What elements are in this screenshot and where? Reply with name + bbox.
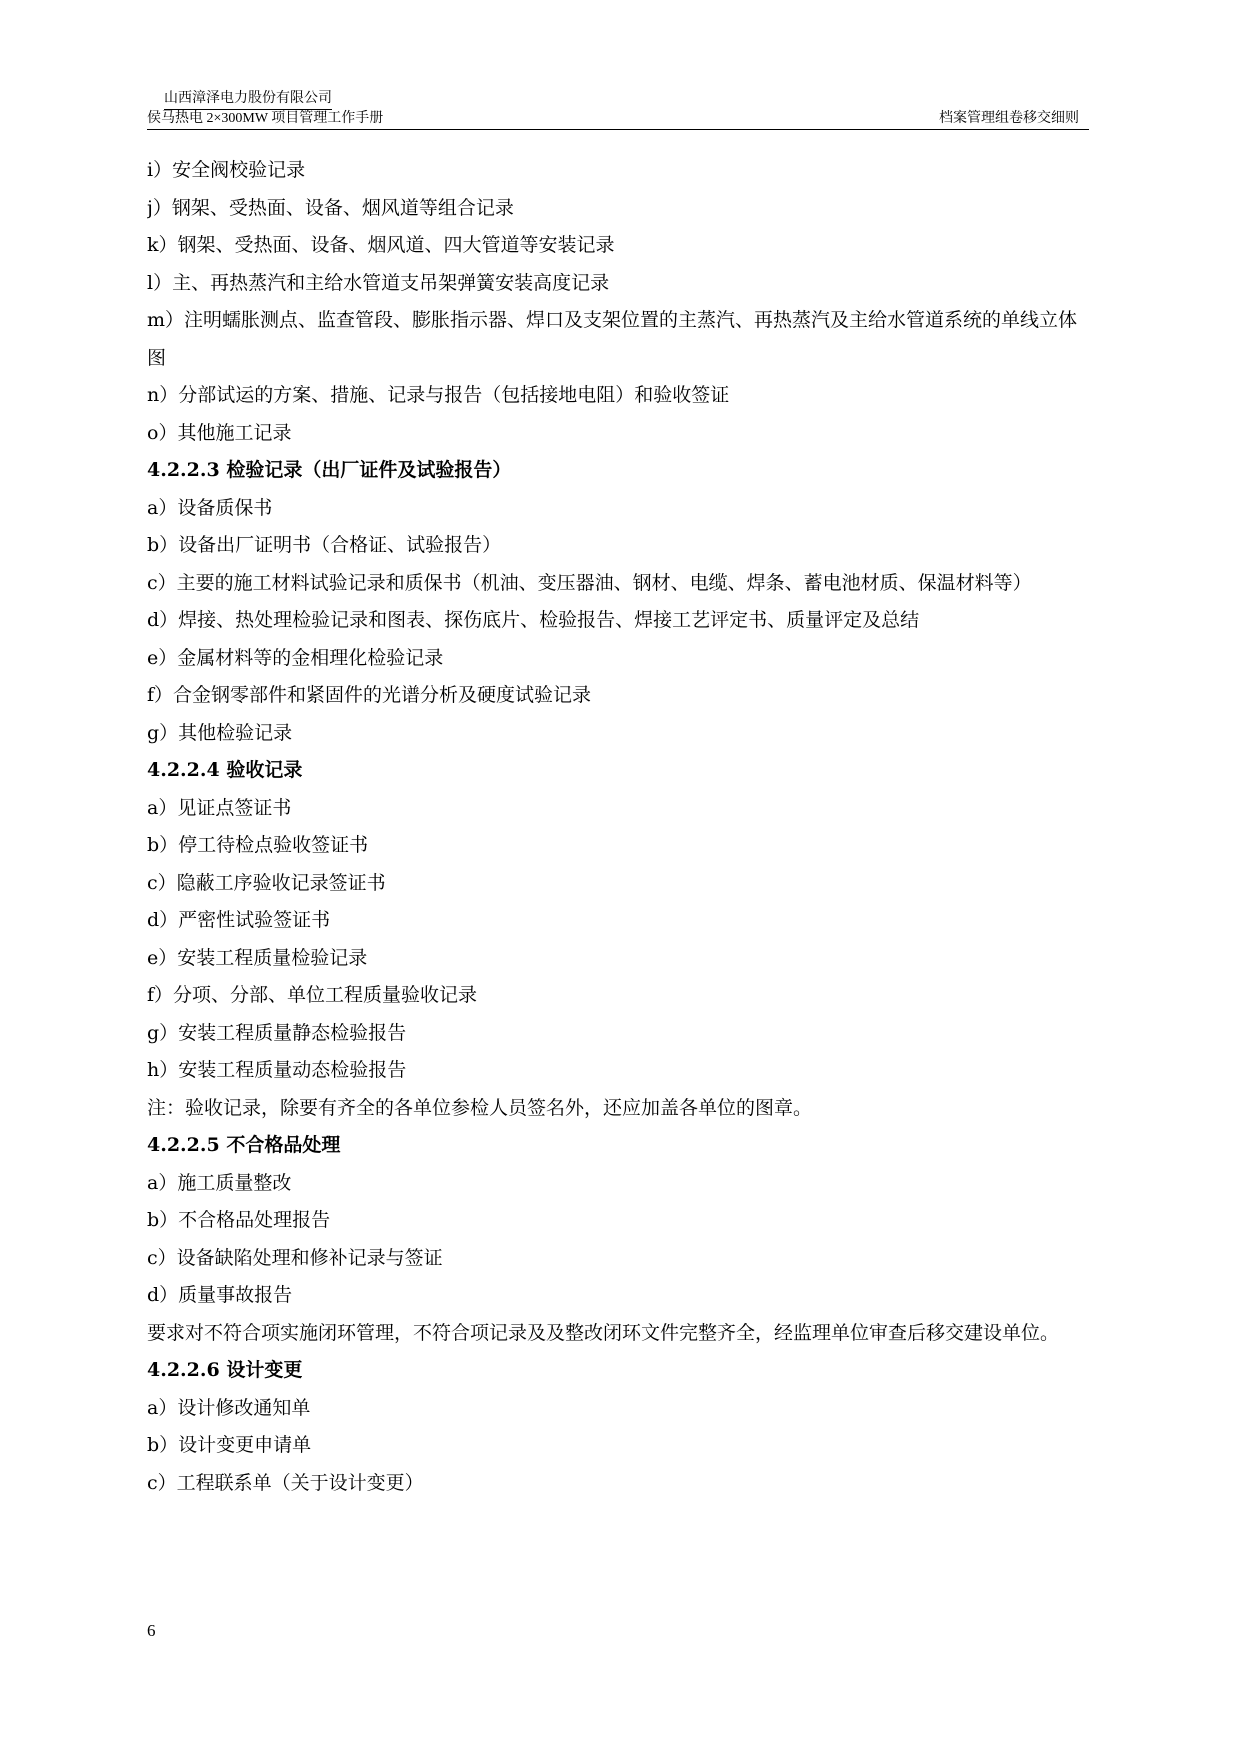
list-item: b）不合格品处理报告	[147, 1209, 331, 1231]
list-item: c）主要的施工材料试验记录和质保书（机油、变压器油、钢材、电缆、焊条、蓄电池材质、保温材料等）	[147, 571, 1032, 594]
section-heading: 4.2.2.4 验收记录	[147, 759, 303, 781]
header-rule	[147, 129, 1089, 130]
list-item: i）安全阀校验记录	[147, 159, 306, 181]
page-header	[147, 90, 1089, 130]
list-item: b）停工待检点验收签证书	[147, 834, 369, 856]
list-item: g）安装工程质量静态检验报告	[147, 1021, 407, 1044]
list-item: m）注明蠕胀测点、监查管段、膨胀指示器、焊口及支架位置的主蒸汽、再热蒸汽及主给水管道系统的单线立体图	[147, 309, 1078, 369]
list-item: c）隐蔽工序验收记录签证书	[147, 871, 386, 894]
header-company-name: 山西漳泽电力股份有限公司	[164, 90, 332, 110]
list-item: e）金属材料等的金相理化检验记录	[147, 646, 444, 669]
list-item: f）分项、分部、单位工程质量验收记录	[147, 984, 478, 1006]
list-item: a）施工质量整改	[147, 1171, 292, 1194]
list-item: a）设备质保书	[147, 496, 273, 519]
list-item: n）分部试运的方案、措施、记录与报告（包括接地电阻）和验收签证	[147, 384, 730, 406]
header-manual-title: 侯马热电 2×300MW 项目管理工作手册	[147, 111, 384, 126]
list-item: b）设备出厂证明书（合格证、试验报告）	[147, 534, 502, 556]
list-item: h）安装工程质量动态检验报告	[147, 1059, 407, 1081]
list-item: g）其他检验记录	[147, 721, 293, 744]
list-item: c）设备缺陷处理和修补记录与签证	[147, 1246, 443, 1269]
list-item: l）主、再热蒸汽和主给水管道支吊架弹簧安装高度记录	[147, 271, 610, 294]
list-item: c）工程联系单（关于设计变更）	[147, 1471, 424, 1494]
list-item: f）合金钢零部件和紧固件的光谱分析及硬度试验记录	[147, 684, 592, 706]
list-item: b）设计变更申请单	[147, 1434, 312, 1456]
list-item: a）设计修改通知单	[147, 1396, 311, 1419]
document-body	[147, 152, 1089, 1502]
section-heading: 4.2.2.6 设计变更	[147, 1359, 303, 1381]
section-heading: 4.2.2.5 不合格品处理	[147, 1134, 341, 1156]
list-item: d）严密性试验签证书	[147, 909, 331, 931]
page-number: 6	[147, 1621, 156, 1640]
list-item: a）见证点签证书	[147, 796, 292, 819]
list-item: e）安装工程质量检验记录	[147, 946, 368, 969]
list-item: d）焊接、热处理检验记录和图表、探伤底片、检验报告、焊接工艺评定书、质量评定及总结	[147, 609, 920, 631]
section-heading: 4.2.2.3 检验记录（出厂证件及试验报告）	[147, 459, 512, 481]
list-item: o）其他施工记录	[147, 421, 292, 444]
note-paragraph: 要求对不符合项实施闭环管理，不符合项记录及及整改闭环文件完整齐全，经监理单位审查后移交建设单位。	[147, 1321, 1060, 1344]
header-section-title: 档案管理组卷移交细则	[939, 111, 1079, 126]
list-item: k）钢架、受热面、设备、烟风道、四大管道等安装记录	[147, 234, 615, 256]
list-item: j）钢架、受热面、设备、烟风道等组合记录	[147, 196, 514, 219]
list-item: d）质量事故报告	[147, 1284, 293, 1306]
note-paragraph: 注：验收记录，除要有齐全的各单位参检人员签名外，还应加盖各单位的图章。	[147, 1096, 813, 1119]
